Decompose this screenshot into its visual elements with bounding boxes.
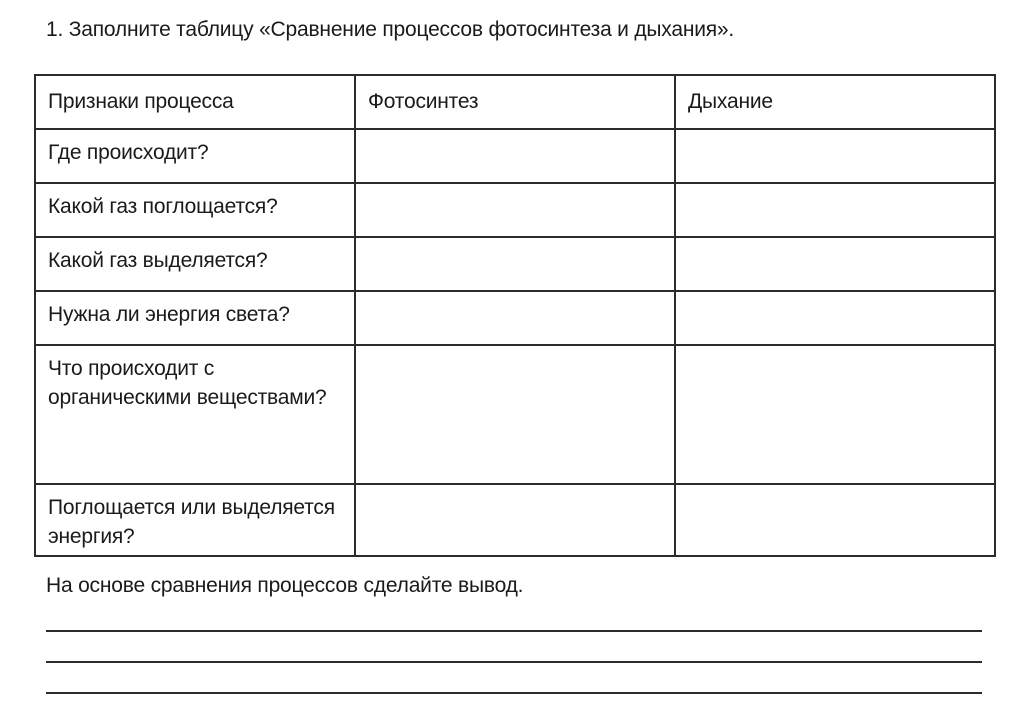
comparison-table [34,74,996,557]
feature-cell [35,183,355,237]
photosynthesis-answer-cell[interactable] [355,237,675,291]
photosynthesis-answer-cell[interactable] [355,484,675,556]
task-title: 1. Заполните таблицу «Сравнение процессов фотосинтеза и дыхания». [46,18,735,41]
feature-label: Где происходит? [48,141,209,164]
header-respiration [675,75,995,129]
feature-label: Какой газ поглощается? [48,195,278,218]
photosynthesis-answer-cell[interactable] [355,129,675,183]
answer-line[interactable] [46,661,982,663]
table-row [35,183,995,237]
feature-cell [35,484,355,556]
feature-cell [35,291,355,345]
respiration-answer-cell[interactable] [675,129,995,183]
feature-label: Какой газ выделяется? [48,249,268,272]
table-header-row [35,75,995,129]
respiration-answer [688,184,982,192]
header-features [35,75,355,129]
photosynthesis-answer [368,130,662,138]
photosynthesis-answer [368,238,662,246]
respiration-answer [688,485,982,493]
table-row [35,345,995,484]
feature-cell [35,237,355,291]
header-features-label: Признаки процесса [48,90,234,113]
table-row [35,129,995,183]
table-row [35,484,995,556]
respiration-answer [688,238,982,246]
respiration-answer-cell[interactable] [675,237,995,291]
photosynthesis-answer [368,485,662,493]
respiration-answer [688,292,982,300]
header-respiration-label: Дыхание [688,90,773,113]
feature-label: Поглощается или выделяется энергия? [48,496,335,548]
table-row [35,237,995,291]
respiration-answer-cell[interactable] [675,484,995,556]
photosynthesis-answer-cell[interactable] [355,345,675,484]
header-photosynthesis-label: Фотосинтез [368,90,479,113]
photosynthesis-answer [368,346,662,354]
respiration-answer-cell[interactable] [675,345,995,484]
table-row [35,291,995,345]
respiration-answer-cell[interactable] [675,291,995,345]
conclusion-prompt: На основе сравнения процессов сделайте вывод. [46,574,524,597]
feature-label: Нужна ли энергия света? [48,303,290,326]
photosynthesis-answer-cell[interactable] [355,183,675,237]
respiration-answer-cell[interactable] [675,183,995,237]
answer-line[interactable] [46,630,982,632]
feature-cell [35,345,355,484]
photosynthesis-answer [368,184,662,192]
header-photosynthesis [355,75,675,129]
feature-cell [35,129,355,183]
photosynthesis-answer-cell[interactable] [355,291,675,345]
answer-line[interactable] [46,692,982,694]
respiration-answer [688,346,982,354]
photosynthesis-answer [368,292,662,300]
feature-label: Что происходит с органическими веществами? [48,357,327,409]
respiration-answer [688,130,982,138]
